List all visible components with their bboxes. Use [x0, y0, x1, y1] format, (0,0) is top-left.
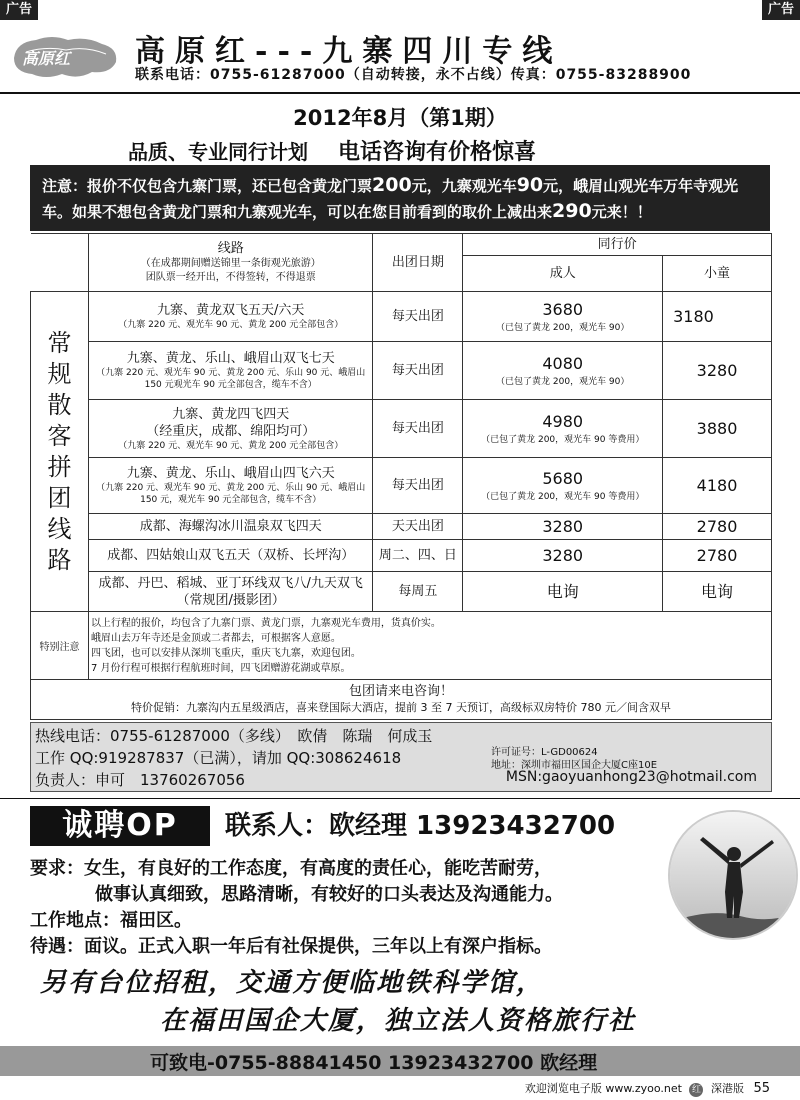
- route-name: 九寨、黄龙、乐山、峨眉山四飞六天: [126, 466, 335, 481]
- header-route-label: 线路: [217, 241, 244, 256]
- header-route-note: （在成都期间赠送锦里一条街观光旅游）: [140, 258, 321, 269]
- section-divider: [0, 798, 800, 799]
- page-number: 55: [753, 1081, 770, 1096]
- route-date: 每天出团: [373, 458, 463, 514]
- notice-text: 元来！！: [591, 203, 652, 221]
- table-row: [31, 342, 772, 400]
- page-footer: [525, 1080, 770, 1097]
- license-number: 许可证号：L-GD00624: [491, 747, 598, 758]
- route-date: 每天出团: [373, 342, 463, 400]
- header-child: 小童: [663, 256, 772, 292]
- ad-tag-right: 广告: [762, 0, 800, 20]
- requirement-line: 做事认真细致，思路清晰，有较好的口头表达及沟通能力。: [95, 884, 563, 905]
- route-name: 成都、丹巴、稻城、亚丁环线双飞八/九天双飞: [98, 575, 363, 591]
- table-corner: [31, 234, 89, 292]
- child-price: 3880: [663, 400, 772, 458]
- edition-badge: 红: [689, 1083, 703, 1097]
- route-note: （九寨 220 元、观光车 90 元、黄龙 200 元全部包含）: [118, 320, 344, 330]
- route-date: 周二、四、日: [373, 540, 463, 572]
- manager: 负责人：申可 13760267056: [35, 771, 245, 789]
- route-name: 成都、四姑娘山双飞五天（双桥、长坪沟）: [88, 540, 373, 572]
- msn-contact: MSN:gaoyuanhong23@hotmail.com: [505, 769, 757, 785]
- route-name-extra: （经重庆，成都、绵阳均可）: [146, 423, 316, 439]
- recruit-banner: 诚聘OP: [30, 806, 210, 846]
- slogan-line: 在福田国企大厦，独立法人资格旅行社: [160, 1006, 637, 1036]
- header-title: 高原红---九寨四川专线: [135, 34, 563, 69]
- special-notice-row: [31, 612, 772, 680]
- route-note: （九寨 220 元、观光车 90 元、黄龙 200 元、乐山 90 元、峨眉山 150 元观光车 90 元全部包含，缆车不含）: [96, 368, 366, 390]
- route-date: 每天出团: [373, 400, 463, 458]
- notice-amount: 90: [516, 174, 544, 196]
- adult-price-note: （已包了黄龙 200，观光车 90）: [496, 377, 630, 387]
- special-notes: [88, 612, 771, 680]
- route-note: （九寨 220 元、观光车 90 元、黄龙 200 元、乐山 90 元、峨眉山 150 元，观光车 90 元全部包含，缆车不含）: [96, 483, 366, 505]
- promo-row: [31, 680, 772, 720]
- adult-price: 3280: [463, 540, 663, 572]
- route-date: 天天出团: [373, 514, 463, 540]
- requirement-line: 要求：女生，有良好的工作态度，有高度的责任心，能吃苦耐劳，: [30, 858, 552, 879]
- header-adult: 成人: [463, 256, 663, 292]
- side-label: [31, 292, 89, 612]
- routes-table: [30, 233, 772, 720]
- company-logo: [6, 28, 124, 86]
- table-row: [31, 292, 772, 342]
- special-note-line: 7 月份行程可根据行程航班时间，四飞团赠游花湖或草原。: [90, 662, 351, 674]
- issue-title: 2012年8月（第1期）: [293, 106, 507, 130]
- route-date: 每天出团: [373, 292, 463, 342]
- footer-text: 欢迎浏览电子版 www.zyoo.net: [524, 1082, 682, 1095]
- header-price: 同行价: [463, 234, 772, 256]
- adult-price-note: （已包了黄龙 200，观光车 90 等费用）: [481, 492, 645, 502]
- table-row: [31, 572, 772, 612]
- ad-tag-left: 广告: [0, 0, 38, 20]
- route-name: 九寨、黄龙、乐山、峨眉山双飞七天: [126, 351, 335, 366]
- route-name-extra: （常规团/摄影团）: [176, 592, 285, 608]
- child-price: 2780: [663, 540, 772, 572]
- group-call: 包团请来电咨询！: [348, 684, 453, 699]
- route-name: 成都、海螺沟冰川温泉双飞四天: [88, 514, 373, 540]
- header-route: [88, 234, 373, 292]
- table-row: [31, 514, 772, 540]
- notice-text: 元，九寨观光车: [411, 177, 517, 195]
- adult-price: 4080: [542, 354, 584, 373]
- child-price: 4180: [663, 458, 772, 514]
- special-note-line: 以上行程的报价，均包含了九寨门票、黄龙门票，九寨观光车费用，货真价实。: [90, 617, 441, 629]
- contact-block: [30, 722, 772, 792]
- table-row: [31, 540, 772, 572]
- special-label: 特别注意: [31, 612, 89, 680]
- subtitle-right: 电话咨询有价格惊喜: [338, 140, 537, 165]
- cheering-person-photo: [668, 810, 798, 940]
- header-date: 出团日期: [373, 234, 463, 292]
- route-note: （九寨 220 元、观光车 90 元、黄龙 200 元全部包含）: [118, 440, 344, 451]
- header-divider: [0, 92, 800, 94]
- child-price: 3180: [663, 292, 772, 342]
- adult-price: 5680: [542, 469, 584, 488]
- office-address: 地址：深圳市福田区国企大厦C座10E: [491, 760, 658, 771]
- header-route-note: 团队票一经开出，不得签转，不得退票: [145, 272, 316, 283]
- table-row: [31, 458, 772, 514]
- work-qq: 工作 QQ:919287837（已满），请加 QQ:308624618: [35, 749, 402, 767]
- promo-cell: [31, 680, 772, 720]
- notice-text: 元，峨眉山观光车万年寺观光车。如果不想包含黄龙门票和九寨观光车，可以在您目前看到的取价上减出来: [42, 177, 739, 221]
- recruit-contact: 联系人：欧经理 13923432700: [225, 811, 616, 841]
- adult-price: 4980: [542, 412, 584, 431]
- adult-price-note: （已包了黄龙 200，观光车 90）: [496, 323, 630, 333]
- slogan-line: 另有台位招租，交通方便临地铁科学馆，: [40, 968, 545, 998]
- notice-amount: 200: [372, 174, 412, 196]
- hotline: 热线电话：0755-61287000（多线） 欧倩 陈瑞 何成玉: [35, 727, 433, 745]
- footer-edition: 深港版: [710, 1082, 744, 1095]
- bottom-call-bar: [0, 1046, 800, 1076]
- adult-price: 3680: [542, 300, 584, 319]
- subtitle-left: 品质、专业同行计划: [128, 140, 308, 164]
- special-note-line: 峨眉山去万年寺还是金顶或二者都去，可根据客人意愿。: [90, 632, 341, 644]
- notice-text: 注意：报价不仅包含九寨门票，还已包含黄龙门票: [42, 177, 373, 195]
- logo-text: 高原红: [22, 49, 71, 68]
- route-date: 每周五: [373, 572, 463, 612]
- child-price: 2780: [663, 514, 772, 540]
- table-row: [31, 400, 772, 458]
- subtitle: [128, 135, 536, 166]
- route-name: 九寨、黄龙双飞五天/六天: [157, 303, 305, 318]
- promo-text: 特价促销：九寨沟内五星级酒店，喜来登国际大酒店，提前 3 至 7 天预订，高级标双房特价 780 元／间含双早: [131, 701, 671, 714]
- notice-box: [30, 165, 770, 231]
- benefits: 待遇：面议。正式入职一年后有社保提供，三年以上有深户指标。: [30, 936, 552, 957]
- adult-price: 电询: [463, 572, 663, 612]
- notice-amount: 290: [552, 200, 592, 222]
- header-contact: 联系电话：0755-61287000（自动转接，永不占线）传真：0755-83288900: [135, 67, 692, 83]
- child-price: 3280: [663, 342, 772, 400]
- bottom-call-text: 可致电-0755-88841450 13923432700 欧经理: [150, 1052, 598, 1074]
- side-label-text: 常规散客拼团线路: [47, 328, 72, 574]
- child-price: 电询: [663, 572, 772, 612]
- work-location: 工作地点：福田区。: [30, 910, 192, 931]
- adult-price: 3280: [463, 514, 663, 540]
- special-note-line: 四飞团，也可以安排从深圳飞重庆，重庆飞九寨，欢迎包团。: [90, 647, 361, 659]
- person-silhouette-icon: [670, 812, 798, 940]
- adult-price-note: （已包了黄龙 200，观光车 90 等费用）: [481, 435, 645, 445]
- route-name: 九寨、黄龙四飞四天: [172, 406, 290, 422]
